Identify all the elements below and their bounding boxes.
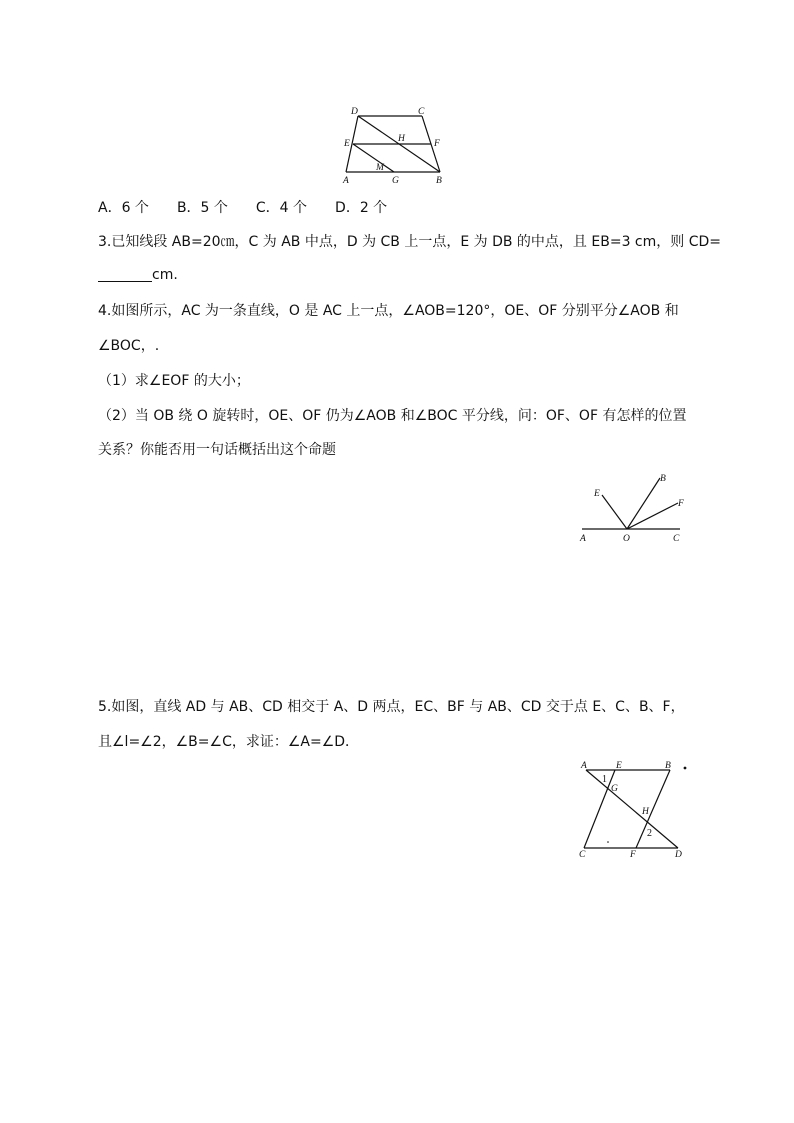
option-a: A．6 个 <box>98 200 149 216</box>
answer-blank <box>98 267 152 282</box>
label-G: G <box>611 784 618 794</box>
dot-mark <box>684 767 687 770</box>
label-A: A <box>581 761 587 771</box>
q3-text-line2 <box>98 265 178 285</box>
label-F: F <box>678 499 684 509</box>
angle-bisector-figure <box>572 470 692 550</box>
option-c: C．4 个 <box>255 200 308 216</box>
label-E: E <box>616 761 622 771</box>
label-E: E <box>594 489 600 499</box>
q5-text-line1: 5.如图，直线 AD 与 AB、CD 相交于 A、D 两点，EC、BF 与 AB、CD 交于点 E、C、B、F， <box>98 699 685 715</box>
label-angle-2: 2 <box>647 828 652 839</box>
label-G: G <box>392 176 399 186</box>
label-C: C <box>579 850 586 860</box>
label-M: M <box>376 163 384 173</box>
q4-sub2: （2）当 OB 绕 O 旋转时，OE、OF 仍为∠AOB 和∠BOC 平分线，问：OF、OF 有怎样的位置 <box>98 408 687 424</box>
label-C: C <box>673 534 680 544</box>
q4-text-line2: ∠BOC，. <box>98 338 160 354</box>
label-B: B <box>660 474 666 484</box>
label-F: F <box>630 850 636 860</box>
q2-options <box>98 198 415 218</box>
q3-unit: cm. <box>152 267 178 283</box>
option-d: D．2 个 <box>335 200 388 216</box>
label-E: E <box>344 139 350 149</box>
label-B: B <box>665 761 671 771</box>
q3-text-line1: 3.已知线段 AB=20㎝，C 为 AB 中点，D 为 CB 上一点，E 为 DB 的中点，且 EB=3 cm，则 CD= <box>98 234 721 250</box>
label-H: H <box>398 134 405 144</box>
label-B: B <box>436 176 442 186</box>
dot-mark-small <box>607 841 609 843</box>
label-A: A <box>343 176 349 186</box>
label-D: D <box>675 850 682 860</box>
label-D: D <box>351 107 358 117</box>
trapezoid-figure <box>336 104 452 186</box>
q4-text-line1: 4.如图所示，AC 为一条直线，O 是 AC 上一点，∠AOB=120°，OE、OF 分别平分∠AOB 和 <box>98 303 679 319</box>
q5-text-line2: 且∠l=∠2，∠B=∠C，求证：∠A=∠D． <box>98 734 360 750</box>
label-F: F <box>434 139 440 149</box>
label-angle-1: 1 <box>602 774 607 785</box>
q4-sub2b: 关系？你能否用一句话概括出这个命题 <box>98 442 336 458</box>
q4-sub1: （1）求∠EOF 的大小； <box>98 373 250 389</box>
label-H: H <box>642 807 649 817</box>
option-b: B．5 个 <box>176 200 228 216</box>
parallel-lines-figure <box>574 756 694 860</box>
label-O: O <box>623 534 630 544</box>
label-C: C <box>418 107 425 117</box>
label-A: A <box>580 534 586 544</box>
